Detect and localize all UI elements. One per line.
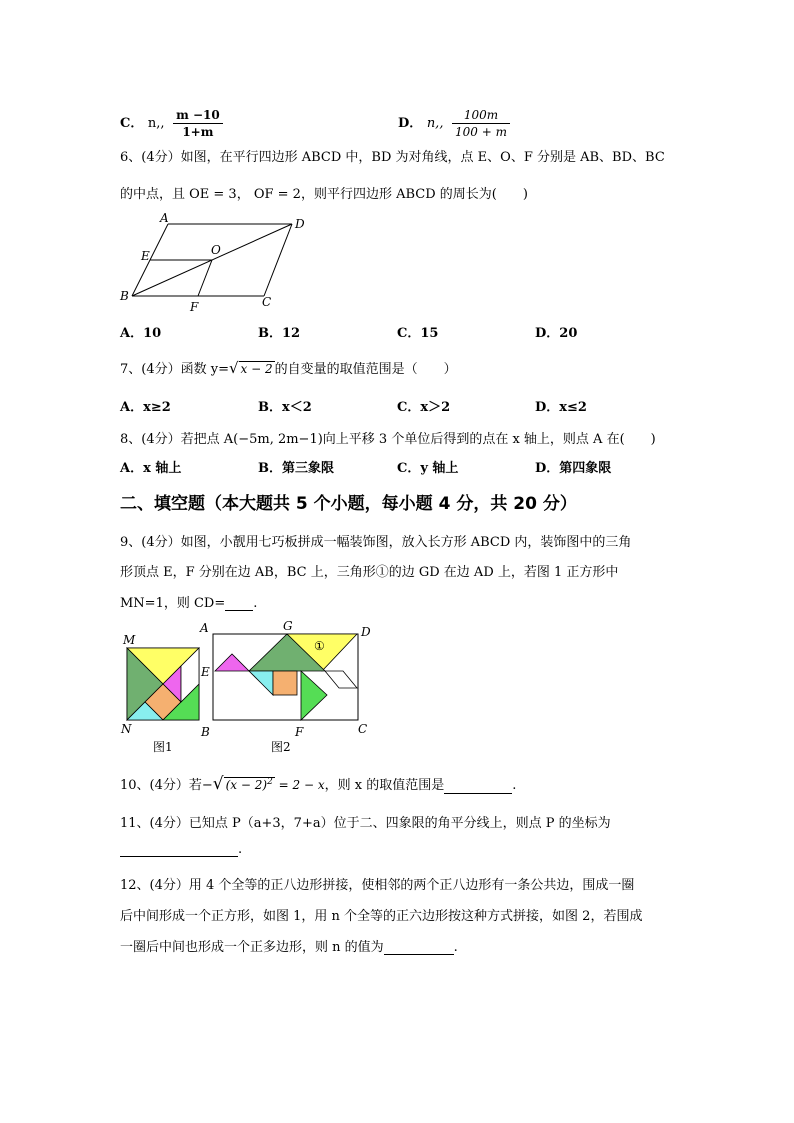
q6-line2: 的中点，且 OE = 3， OF = 2，则平行四边形 ABCD 的周长为( ) [120, 187, 528, 202]
q9-line3-prefix: MN=1，则 CD= [120, 596, 226, 611]
q8-option-c: C．y 轴上 [397, 461, 459, 476]
fig1-label-n: N [121, 722, 132, 736]
q9-figure1-square [127, 648, 199, 720]
q5-option-d-prefix: n,, [426, 116, 444, 131]
q5-option-c-label: C． [120, 116, 144, 131]
q9-line2: 形顶点 E，F 分别在边 AB，BC 上，三角形①的边 GD 在边 AD 上，若图 1 正方形中 [120, 565, 619, 580]
q8-option-d: D．第四象限 [535, 461, 612, 476]
q5-option-c-numerator: m −10 [173, 108, 223, 124]
q7-sqrt-sign: √ [228, 359, 239, 377]
q10-answer-blank[interactable] [444, 793, 512, 794]
q11-line2-suffix: . [238, 842, 243, 857]
q8-stem: 8、(4分）若把点 A(−5m, 2m−1)向上平移 3 个单位后得到的点在 x 轴上，则点 A 在( ) [120, 432, 656, 447]
q7-suffix: 的自变量的取值范围是（ ） [274, 362, 457, 377]
q6-option-c: C．15 [397, 326, 439, 341]
fig2-label-d: D [361, 625, 371, 639]
q6-option-b: B．12 [258, 326, 301, 341]
q9-line1: 9、(4分）如图，小靓用七巧板拼成一幅装饰图，放入长方形 ABCD 内，装饰图中的三角 [120, 535, 632, 550]
q12-line3-suffix: . [453, 940, 458, 955]
q5-option-d-numerator: 100m [452, 108, 510, 124]
q12-line3 [120, 936, 458, 955]
q9-line3-suffix: . [253, 596, 258, 611]
q8-option-a: A．x 轴上 [120, 461, 182, 476]
q6-label-a: A [160, 211, 169, 225]
q5-option-d [398, 108, 510, 139]
fig1-caption: 图1 [153, 740, 173, 754]
q11-line2 [120, 842, 242, 857]
q6-label-c: C [262, 295, 272, 309]
q10-equation: = 2 − x [274, 778, 325, 792]
q7-radicand: x − 2 [240, 362, 273, 376]
q10-prefix: 10、(4分）若− [120, 778, 213, 793]
q12-answer-blank[interactable] [384, 954, 454, 955]
q10-suffix: . [512, 778, 517, 793]
q6-label-e: E [141, 249, 150, 263]
q5-option-c [120, 108, 223, 139]
fig2-label-e: E [201, 665, 210, 679]
q6-parallelogram-figure [112, 210, 322, 318]
q10-radicand [224, 777, 275, 792]
q10-middle: ，则 x 的取值范围是 [324, 778, 445, 793]
q9-figure2-rectangle [213, 634, 358, 720]
fig2-label-c: C [358, 722, 368, 736]
q5-option-c-fraction [173, 108, 223, 139]
q7-stem [120, 358, 457, 377]
q7-option-b: B．x＜2 [258, 400, 312, 415]
fig2-label-circled-one: ① [314, 639, 325, 653]
q5-option-c-prefix: n,, [147, 116, 165, 131]
q6-option-d: D．20 [535, 326, 578, 341]
q5-option-d-label: D． [398, 116, 423, 131]
q10-sqrt-sign: √ [212, 774, 224, 794]
q9-tangram-figures [115, 618, 385, 758]
q9-line3 [120, 592, 257, 611]
fig1-label-m: M [123, 633, 136, 647]
q12-line3-prefix: 一圈后中间也形成一个正多边形，则 n 的值为 [120, 940, 384, 955]
fig2-label-b: B [201, 725, 210, 739]
section-2-title: 二、填空题（本大题共 5 个小题，每小题 4 分，共 20 分） [120, 494, 577, 514]
q10-radicand-base: (x − 2) [225, 778, 268, 792]
q8-option-b: B．第三象限 [258, 461, 334, 476]
q6-label-d: D [295, 217, 305, 231]
q5-option-d-denominator: 100 + m [454, 125, 507, 139]
q11-answer-blank[interactable] [120, 842, 238, 857]
q9-answer-blank[interactable] [225, 610, 253, 611]
q7-option-a: A．x≥2 [120, 400, 171, 415]
q6-label-f: F [190, 300, 199, 314]
q6-label-b: B [120, 289, 129, 303]
q12-line1: 12、(4分）用 4 个全等的正八边形拼接，使相邻的两个正八边形有一条公共边，围成一圈 [120, 878, 635, 893]
q12-line2: 后中间形成一个正方形，如图 1，用 n 个全等的正六边形按这种方式拼接，如图 2，若围成 [120, 909, 643, 924]
fig2-label-f: F [295, 725, 304, 739]
q5-option-d-fraction [452, 108, 510, 139]
q6-option-a: A．10 [120, 326, 162, 341]
q10-radicand-exponent: 2 [267, 777, 273, 787]
fig2-caption: 图2 [271, 740, 291, 754]
q6-line1: 6、(4分）如图，在平行四边形 ABCD 中，BD 为对角线，点 E、O、F 分别是 AB、BD、BC [120, 150, 665, 165]
q11-line1: 11、(4分）已知点 P（a+3，7+a）位于二、四象限的角平分线上，则点 P 的坐标为 [120, 816, 611, 831]
q7-option-c: C．x＞2 [397, 400, 451, 415]
q7-prefix: 7、(4分）函数 y= [120, 362, 229, 377]
q5-option-c-denominator: 1+m [182, 125, 214, 139]
fig2-label-g: G [283, 619, 293, 633]
q7-option-d: D．x≤2 [535, 400, 587, 415]
fig2-label-a: A [200, 621, 209, 635]
q10-stem [120, 774, 516, 794]
q6-label-o: O [211, 243, 221, 257]
